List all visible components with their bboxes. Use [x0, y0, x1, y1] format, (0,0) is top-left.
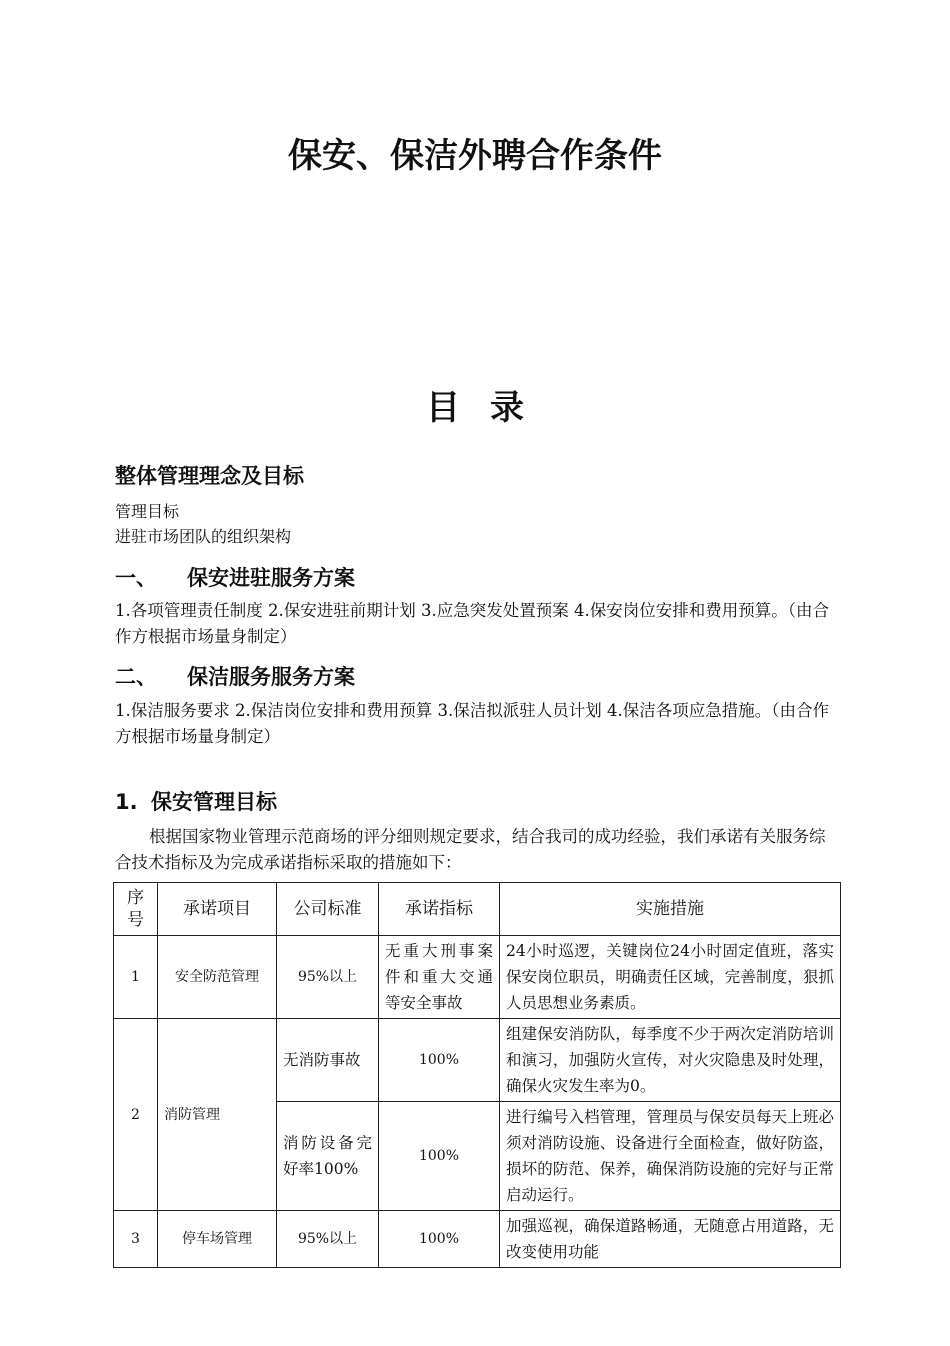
table-row [114, 1019, 841, 1102]
cell-standard: 无消防事故 [277, 1019, 379, 1102]
cell-measure: 进行编号入档管理，管理员与保安员每天上班必须对消防设施、设备进行全面检查，做好防盗，损坏的防范、保养，确保消防设施的完好与正常启动运行。 [500, 1102, 841, 1211]
cell-item: 停车场管理 [158, 1211, 277, 1268]
cell-item: 消防管理 [158, 1019, 277, 1211]
toc-section-cleaning [115, 661, 355, 691]
cell-item: 安全防范管理 [158, 936, 277, 1019]
section-title: 保洁服务服务方案 [187, 665, 355, 689]
cell-standard: 95%以上 [277, 936, 379, 1019]
header-standard: 公司标准 [277, 883, 379, 936]
cell-target: 100% [379, 1019, 500, 1102]
heading-title: 保安管理目标 [151, 790, 277, 814]
toc-section-security [115, 562, 355, 592]
cell-target: 100% [379, 1102, 500, 1211]
toc-line-management-goal: 管理目标 [115, 502, 180, 521]
cell-measure: 组建保安消防队，每季度不少于两次定消防培训和演习，加强防火宣传，对火灾隐患及时处理，确保火灾发生率为0。 [500, 1019, 841, 1102]
toc-section-security-desc: 1.各项管理责任制度 2.保安进驻前期计划 3.应急突发处置预案 4.保安岗位安排和费用预算。（由合作方根据市场量身制定） [115, 601, 829, 646]
toc-line-team-structure: 进驻市场团队的组织架构 [115, 527, 292, 546]
cell-target: 100% [379, 1211, 500, 1268]
cell-measure: 加强巡视，确保道路畅通，无随意占用道路，无改变使用功能 [500, 1211, 841, 1268]
cell-target: 无重大刑事案件和重大交通等安全事故 [379, 936, 500, 1019]
header-target: 承诺指标 [379, 883, 500, 936]
toc-title: 目录 [426, 388, 554, 428]
security-goal-intro: 根据国家物业管理示范商场的评分细则规定要求，结合我司的成功经验，我们承诺有关服务综合技术指标及为完成承诺指标采取的措施如下： [115, 827, 826, 872]
cell-seq: 1 [114, 936, 158, 1019]
table-row [114, 936, 841, 1019]
cell-standard: 95%以上 [277, 1211, 379, 1268]
heading-number: 1. [115, 790, 138, 814]
table-row [114, 1211, 841, 1268]
header-seq: 序号 [114, 883, 158, 936]
cell-standard: 消防设备完好率100% [277, 1102, 379, 1211]
table-header-row [114, 883, 841, 936]
header-item: 承诺项目 [158, 883, 277, 936]
header-measure: 实施措施 [500, 883, 841, 936]
document-title: 保安、保洁外聘合作条件 [288, 136, 662, 176]
section-number: 一、 [115, 566, 157, 590]
cell-seq: 3 [114, 1211, 158, 1268]
commitment-table [113, 882, 841, 1268]
cell-measure: 24小时巡逻，关键岗位24小时固定值班，落实保安岗位职员，明确责任区域，完善制度，狠抓人员思想业务素质。 [500, 936, 841, 1019]
cell-seq: 2 [114, 1019, 158, 1211]
toc-heading-main: 整体管理理念及目标 [115, 464, 304, 488]
section-title: 保安进驻服务方案 [187, 566, 355, 590]
security-goal-heading [115, 786, 277, 816]
toc-section-cleaning-desc: 1.保洁服务要求 2.保洁岗位安排和费用预算 3.保洁拟派驻人员计划 4.保洁各项应急措施。（由合作方根据市场量身制定） [115, 701, 829, 746]
section-number: 二、 [115, 665, 157, 689]
